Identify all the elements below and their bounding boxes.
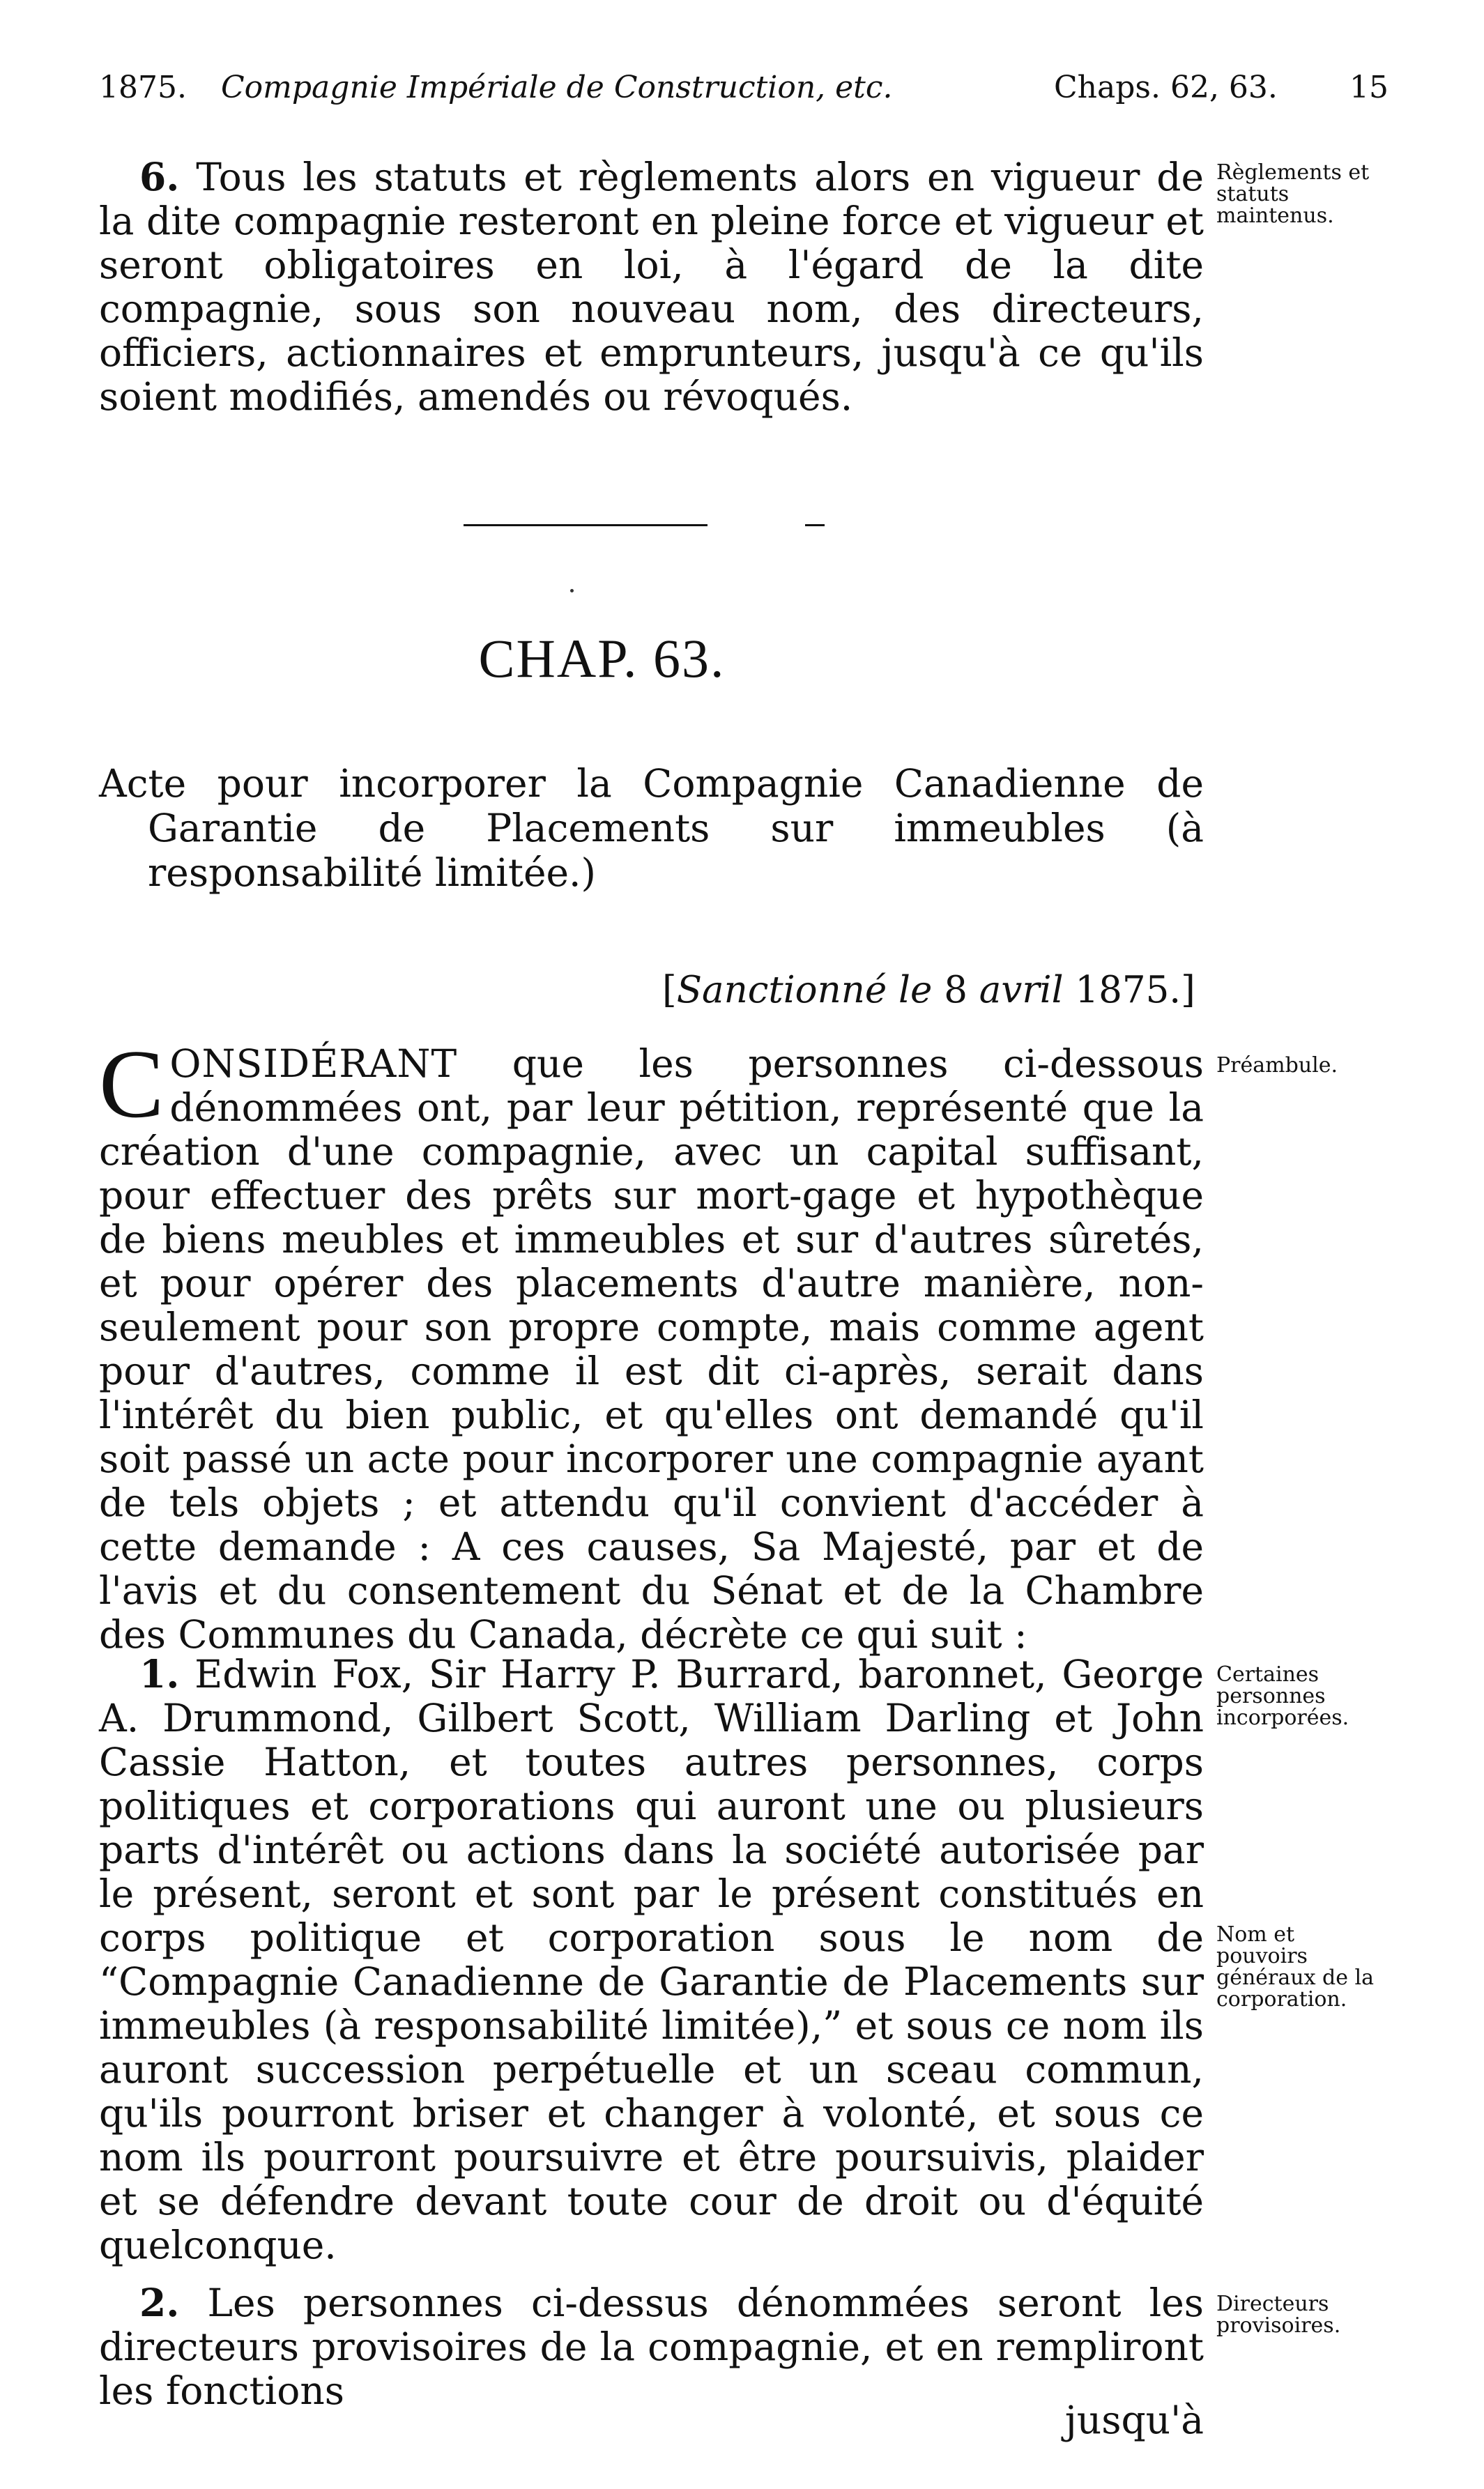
drop-cap: C xyxy=(99,1030,165,1138)
page-number: 15 xyxy=(1349,70,1389,105)
preamble-lead: ONSIDÉRANT xyxy=(169,1041,458,1086)
sanction-year: 1875.] xyxy=(1063,969,1195,1011)
separator-rule xyxy=(464,524,707,526)
preamble-text: que les personnes ci-dessous dénommées ont, par leur pétition, représenté que la création d'une compagnie, avec un capital suffisant, pour effectuer des prêts sur mort-gage et hypothèque de biens meubles et immeubles et sur d'autres sûretés, et pour opérer des placements d'autre manière, non-seulement pour son propre compte, mais comme agent pour d'autres, comme il est dit ci-après, serait dans l'intérêt du bien public, et qu'elles ont demandé qu'il soit passé un acte pour incorporer une compagnie ayant de tels objets ; et attendu qu'il convient d'accéder à cette demande : A ces causes, Sa Majesté, par et de l'avis et du consentement du Sénat et de la Chambre des Communes du Canada, décrète ce qui suit : xyxy=(99,1041,1204,1657)
header-chapters: Chaps. 62, 63. xyxy=(1054,70,1278,105)
margin-note-personnes: Certaines personnes incorporées. xyxy=(1216,1662,1349,1730)
print-speck xyxy=(570,589,574,592)
header-year: 1875. xyxy=(99,70,187,105)
separator-dash xyxy=(805,524,825,526)
margin-note-preambule: Préambule. xyxy=(1216,1053,1338,1078)
preamble xyxy=(99,1030,1204,1657)
section-text: Les personnes ci-dessus dénommées seront les directeurs provisoires de la compagnie, et en rempliront les fonctions xyxy=(99,2281,1204,2413)
chapter-title: CHAP. 63. xyxy=(478,628,726,689)
header-title: Compagnie Impériale de Construction, etc. xyxy=(221,70,893,105)
sanction-date xyxy=(662,969,1195,1011)
section-number: 1. xyxy=(139,1651,180,1697)
section-text: Edwin Fox, Sir Harry P. Burrard, baronnet, George A. Drummond, Gilbert Scott, William Darling et John Cassie Hatton, et toutes autres personnes, corps politiques et corporations qui auront une ou plusieurs parts d'intérêt ou actions dans la société autorisée par le présent, seront et sont par le présent constitués en corps politique et corporation sous le nom de “Compagnie Canadienne de Garantie de Placements sur immeubles (à responsabilité limitée),” et sous ce nom ils auront succession perpétuelle et un sceau commun, qu'ils pourront briser et changer à volonté, et sous ce nom ils pourront poursuivre et être poursuivis, plaider et se défendre devant toute cour de droit ou d'équité quelconque. xyxy=(99,1652,1204,2267)
sanction-open-bracket: [ xyxy=(662,969,677,1011)
section-number: 6. xyxy=(139,154,180,199)
margin-note-directeurs: Directeurs provisoires. xyxy=(1216,2292,1341,2338)
margin-note-nom: Nom et pouvoirs généraux de la corporation. xyxy=(1216,1922,1375,2012)
running-header xyxy=(99,70,1389,118)
act-title: Acte pour incorporer la Compagnie Canadienne de Garantie de Placements sur immeubles (à responsabilité limitée.) xyxy=(99,761,1204,895)
section-number: 2. xyxy=(139,2280,180,2325)
section-2 xyxy=(99,2281,1204,2413)
margin-note-reglements: Règlements et statuts maintenus. xyxy=(1216,160,1370,228)
section-1 xyxy=(99,1652,1204,2267)
sanction-month: avril xyxy=(979,969,1064,1011)
section-6 xyxy=(99,155,1204,419)
section-text: Tous les statuts et règlements alors en vigueur de la dite compagnie resteront en pleine force et vigueur et seront obligatoires en loi, à l'égard de la dite compagnie, sous son nouveau nom, des directeurs, officiers, actionnaires et emprunteurs, jusqu'à ce qu'ils soient modifiés, amendés ou révoqués. xyxy=(99,155,1204,419)
catchword: jusqu'à xyxy=(1064,2398,1204,2442)
sanction-label: Sanctionné le xyxy=(676,969,933,1011)
sanction-day: 8 xyxy=(932,969,979,1011)
